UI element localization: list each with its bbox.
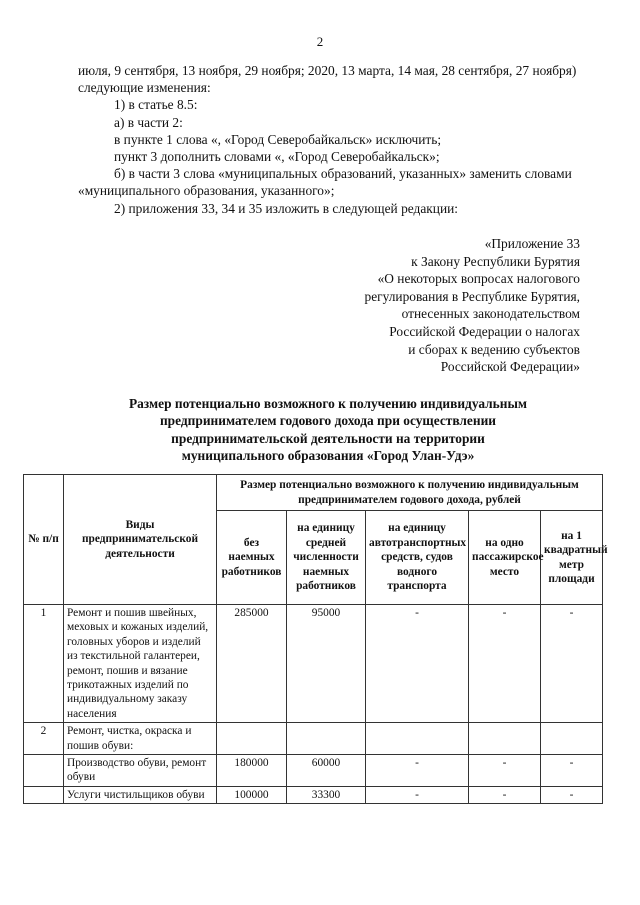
row-value: 60000	[287, 755, 366, 787]
row-value	[469, 723, 541, 755]
amendment-item-1a-point3: пункт 3 дополнить словами «, «Город Северобайкальск»;	[114, 149, 440, 165]
appendix-line: регулирования в Республике Бурятия,	[364, 288, 580, 304]
row-activity: Ремонт и пошив швейных, меховых и кожаных изделий, головных уборов и изделий из текстильной галантереи, ремонт, пошив и вязание трикотажных изделий по индивидуальному заказу населения	[64, 605, 217, 723]
row-num: 2	[24, 723, 64, 755]
row-value: -	[541, 605, 603, 723]
table-row	[24, 605, 603, 723]
row-value	[217, 723, 287, 755]
appendix-line: и сборах к ведению субъектов	[408, 341, 580, 357]
subheader-per-employee: на единицу средней численности наемных работников	[287, 511, 366, 605]
row-activity: Услуги чистильщиков обуви	[64, 786, 217, 803]
appendix-line: «Приложение 33	[484, 236, 580, 251]
appendix-line: отнесенных законодательством	[401, 306, 580, 322]
amendment-item-1b: б) в части 3 слова «муниципальных образований, указанных» заменить словами «муниципального образования, указанного»;	[78, 166, 572, 199]
body-text	[78, 62, 578, 217]
row-value: -	[469, 786, 541, 803]
amendment-item-1: 1) в статье 8.5:	[114, 97, 198, 113]
appendix-line: Российской Федерации о налогах	[389, 323, 580, 339]
row-value: 180000	[217, 755, 287, 787]
appendix-header	[300, 235, 580, 376]
row-activity: Ремонт, чистка, окраска и пошив обуви:	[64, 723, 217, 755]
row-value: -	[366, 605, 469, 723]
appendix-line: к Закону Республики Бурятия	[411, 253, 580, 269]
row-value: -	[469, 605, 541, 723]
table-row	[24, 723, 603, 755]
header-num: № п/п	[24, 475, 64, 605]
row-value	[287, 723, 366, 755]
row-activity: Производство обуви, ремонт обуви	[64, 755, 217, 787]
row-num	[24, 786, 64, 803]
title-line: предпринимательской деятельности на территории	[171, 430, 485, 446]
row-num: 1	[24, 605, 64, 723]
header-income-group: Размер потенциально возможного к получению индивидуальным предпринимателем годового дохода, рублей	[217, 475, 603, 511]
subheader-per-sqm: на 1 квадратный метр площади	[541, 511, 603, 605]
amendment-item-2: 2) приложения 33, 34 и 35 изложить в следующей редакции:	[114, 200, 459, 216]
row-value: 100000	[217, 786, 287, 803]
appendix-line: «О некоторых вопросах налогового	[377, 271, 580, 287]
page-number: 2	[316, 34, 324, 49]
header-activity-type: Виды предпринимательской деятельности	[64, 475, 217, 605]
appendix-line: Российской Федерации»	[440, 359, 580, 375]
title-line: предпринимателем годового дохода при осуществлении	[159, 413, 497, 429]
row-value	[541, 723, 603, 755]
row-value	[366, 723, 469, 755]
row-value: -	[541, 755, 603, 787]
income-table	[23, 474, 608, 804]
document-title	[78, 395, 578, 465]
title-line: муниципального образования «Город Улан-Удэ»	[181, 448, 475, 464]
subheader-no-employees: без наемных работников	[217, 511, 287, 605]
table-row	[24, 786, 603, 803]
row-value: -	[469, 755, 541, 787]
row-value: 285000	[217, 605, 287, 723]
row-value: 95000	[287, 605, 366, 723]
title-line: Размер потенциально возможного к получению индивидуальным	[128, 396, 528, 411]
row-value: -	[366, 786, 469, 803]
row-value: -	[541, 786, 603, 803]
amendment-item-1a-point1: в пункте 1 слова «, «Город Северобайкальск» исключить;	[114, 131, 442, 147]
row-value: -	[366, 755, 469, 787]
row-value: 33300	[287, 786, 366, 803]
paragraph-continuation: июля, 9 сентября, 13 ноября, 29 ноября; 2020, 13 марта, 14 мая, 28 сентября, 27 ноября) следующие изменения:	[78, 63, 577, 96]
subheader-per-seat: на одно пассажирское место	[469, 511, 541, 605]
table-row	[24, 755, 603, 787]
amendment-item-1a: а) в части 2:	[114, 114, 183, 130]
row-num	[24, 755, 64, 787]
subheader-per-vehicle: на единицу автотранспортных средств, судов водного транспорта	[366, 511, 469, 605]
